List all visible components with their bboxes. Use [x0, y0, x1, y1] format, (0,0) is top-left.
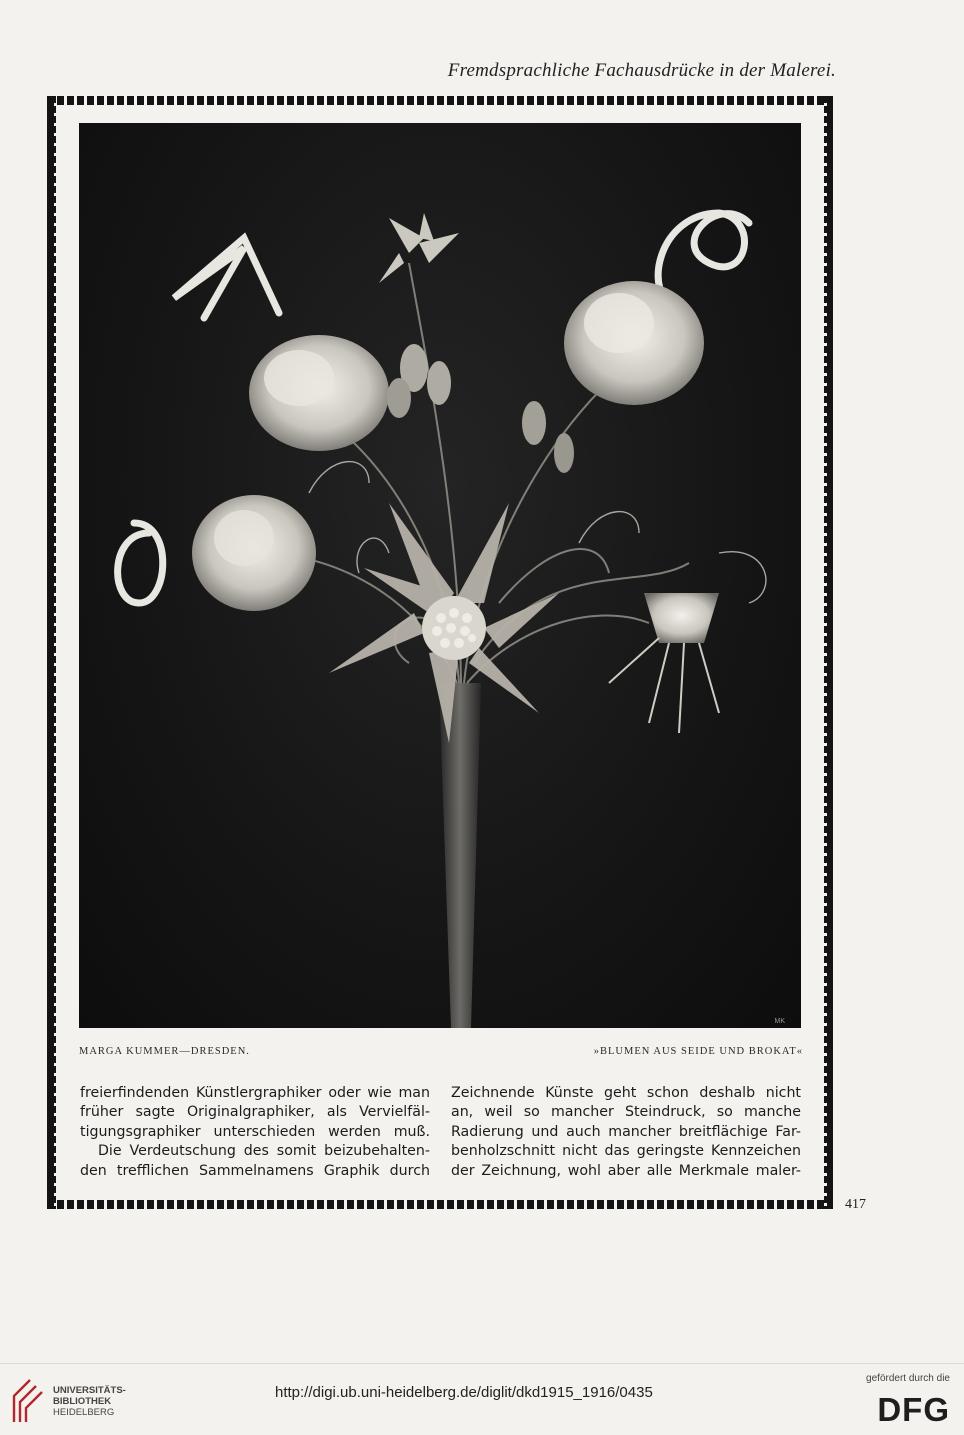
text-line: Radierung und auch mancher breitflächige Far-	[451, 1123, 801, 1140]
text-line: Die Verdeutschung des somit beizubehalten-	[98, 1143, 430, 1160]
digitization-footer	[0, 1363, 964, 1435]
text-line: freierfindenden Künstlergraphiker oder wie man	[80, 1085, 430, 1101]
plate-credit: MARGA KUMMER—DRESDEN.	[79, 1046, 250, 1057]
decorative-frame-right	[824, 96, 833, 1209]
text-line: Zeichnende Künste geht schon deshalb nicht	[451, 1085, 801, 1101]
running-title: Fremdsprachliche Fachausdrücke in der Malerei.	[447, 60, 836, 81]
text-line: benholzschnitt nicht das geringste Kennzeichen	[451, 1143, 801, 1160]
permalink-url[interactable]: http://digi.ub.uni-heidelberg.de/diglit/dkd1915_1916/0435	[275, 1384, 653, 1401]
page-number: 417	[845, 1197, 866, 1212]
flower-illustration	[79, 123, 801, 1028]
text-line: tigungsgraphiker unterschieden werden muß.	[80, 1123, 430, 1140]
plate-monogram: MK	[774, 1018, 785, 1025]
flower-top-right	[564, 281, 704, 405]
text-column-right	[451, 1084, 801, 1181]
text-line: früher sagte Originalgraphiker, als Vervielfäl-	[80, 1104, 430, 1121]
institution-line: UNIVERSITÄTS-	[53, 1385, 126, 1396]
funding-label: gefördert durch die	[866, 1373, 950, 1384]
text-line: der Zeichnung, wohl aber alle Merkmale maler-	[451, 1162, 801, 1179]
flower-right	[609, 593, 719, 733]
text-line: den trefflichen Sammelnamens Graphik durch	[80, 1162, 430, 1179]
university-library-name	[53, 1385, 126, 1418]
university-library-logo-icon	[10, 1376, 48, 1424]
decorative-frame-left	[47, 96, 56, 1209]
institution-line: BIBLIOTHEK	[53, 1396, 112, 1407]
dfg-logo: DFG	[877, 1391, 950, 1428]
flower-top-left	[249, 335, 389, 451]
flower-left	[192, 495, 316, 611]
text-column-left	[80, 1084, 430, 1181]
flower-center-star	[329, 503, 559, 743]
institution-line: HEIDELBERG	[53, 1407, 115, 1418]
flower-photograph	[79, 123, 801, 1028]
text-line: an, weil so mancher Steindruck, so manche	[451, 1104, 801, 1121]
plate-title: »BLUMEN AUS SEIDE UND BROKAT«	[593, 1046, 803, 1057]
